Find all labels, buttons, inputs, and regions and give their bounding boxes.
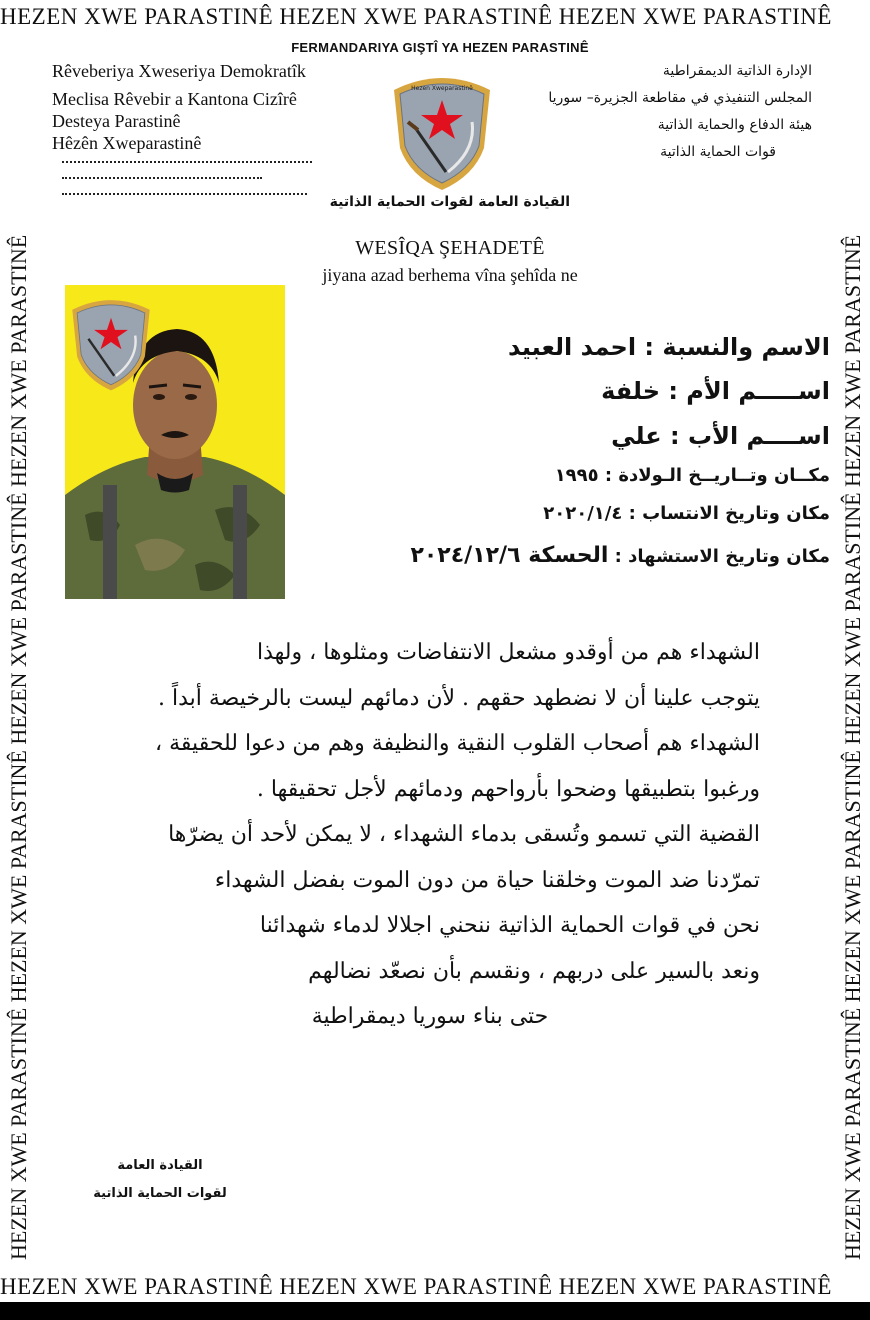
field-value: ٢٠٢٠/١/٤ xyxy=(543,503,623,524)
martyr-details xyxy=(330,330,830,577)
field-label: مكان وتاريخ الاستشهاد : xyxy=(608,546,830,567)
tribute-line: الشهداء هم أصحاب القلوب النقية والنظيفة وهم من دعوا للحقيقة ، xyxy=(155,731,760,756)
tribute-line: ونعد بالسير على دربهم ، ونقسم بأن نصعّد نضالهم xyxy=(308,958,760,984)
tribute-line: القضية التي تسمو وتُسقى بدماء الشهداء ، لا يمكن لأحد أن يضرّها xyxy=(168,822,760,847)
border-text-right: HEZEN XWE PARASTINÊ HEZEN XWE PARASTINÊ HEZEN XWE PARASTINÊ HEZEN XWE PARASTINÊ xyxy=(840,234,865,1260)
kurdish-line: Rêveberiya Xweseriya Demokratîk xyxy=(52,61,306,81)
field-value: خلفة xyxy=(601,377,660,405)
emblem-caption: Hezen Xweparastinê xyxy=(411,85,473,92)
command-title: القيادة العامة لقوات الحماية الذاتية xyxy=(329,194,570,210)
kurdish-line: Desteya Parastinê xyxy=(52,111,181,131)
field-label: مكان وتاريخ الانتساب : xyxy=(622,503,830,524)
photo-emblem-logo xyxy=(64,292,158,392)
syriac-line xyxy=(62,161,312,166)
header-kurdish-block xyxy=(52,60,372,154)
signature-block xyxy=(80,1152,240,1208)
signature-line: القيادة العامة xyxy=(117,1158,203,1173)
field-martyrdom xyxy=(330,536,830,577)
header-arabic-block xyxy=(532,58,812,166)
field-father-name xyxy=(330,416,830,456)
field-enlistment xyxy=(330,496,830,532)
tribute-text xyxy=(100,630,760,1040)
arabic-line: هيئة الدفاع والحماية الذاتية xyxy=(657,117,812,133)
border-text-left: HEZEN XWE PARASTINÊ HEZEN XWE PARASTINÊ HEZEN XWE PARASTINÊ HEZEN XWE PARASTINÊ xyxy=(6,234,31,1260)
syriac-line xyxy=(62,177,262,182)
field-label: الاسم والنسبة : xyxy=(636,333,830,361)
field-value: علي xyxy=(611,422,662,450)
arabic-line: الإدارة الذاتية الديمقراطية xyxy=(662,63,812,79)
arabic-line: المجلس التنفيذي في مقاطعة الجزيرة– سوريا xyxy=(548,90,812,106)
document-subtitle: jiyana azad berhema vîna şehîda ne xyxy=(322,265,578,285)
arabic-line: قوات الحماية الذاتية xyxy=(660,144,776,160)
field-label: مكــان وتــاريــخ الـولادة : xyxy=(598,465,830,486)
signature-line: لقوات الحماية الذاتية xyxy=(93,1186,227,1201)
field-mother-name xyxy=(330,372,830,410)
tribute-line: حتى بناء سوريا ديمقراطية xyxy=(311,1004,549,1029)
syriac-script-lines xyxy=(62,150,322,209)
emblem-logo xyxy=(384,68,500,192)
border-text-bottom: HEZEN XWE PARASTINÊ HEZEN XWE PARASTINÊ HEZEN XWE PARASTINÊ xyxy=(0,1274,832,1299)
field-name xyxy=(330,330,830,364)
tribute-line: تمرّدنا ضد الموت وخلقنا حياة من دون الموت بفضل الشهداء xyxy=(214,867,760,893)
kurdish-line: Hêzên Xweparastinê xyxy=(52,133,202,153)
syriac-line xyxy=(62,193,307,198)
tribute-line: الشهداء هم من أوقدو مشعل الانتفاضات ومثلوها ، ولهذا xyxy=(257,640,760,665)
field-value: ١٩٩٥ xyxy=(554,465,599,486)
field-value: الحسكة ٢٠٢٤/١٢/٦ xyxy=(410,543,609,568)
field-label: اســـــم الأم : xyxy=(659,377,830,405)
field-value: احمد العبيد xyxy=(508,333,637,361)
field-label: اســــم الأب : xyxy=(661,422,830,450)
document-title: WESÎQA ŞEHADETÊ xyxy=(355,237,545,259)
border-text-top: HEZEN XWE PARASTINÊ HEZEN XWE PARASTINÊ HEZEN XWE PARASTINÊ xyxy=(0,4,832,29)
tribute-line: نحن في قوات الحماية الذاتية ننحني اجلالا لدماء شهدائنا xyxy=(259,913,760,938)
field-birth xyxy=(330,460,830,492)
tribute-line: ورغبوا بتطبيقها وضحوا بأرواحهم ودمائهم لأجل تحقيقها . xyxy=(256,776,760,802)
header-center-title: FERMANDARIYA GIŞTÎ YA HEZEN PARASTINÊ xyxy=(291,40,589,55)
bottom-bar xyxy=(0,1302,870,1320)
tribute-line: يتوجب علينا أن لا نضطهد حقهم . لأن دمائهم ليست بالرخيصة أبداً . xyxy=(157,685,760,711)
kurdish-line: Meclisa Rêvebir a Kantona Cizîrê xyxy=(52,89,297,109)
